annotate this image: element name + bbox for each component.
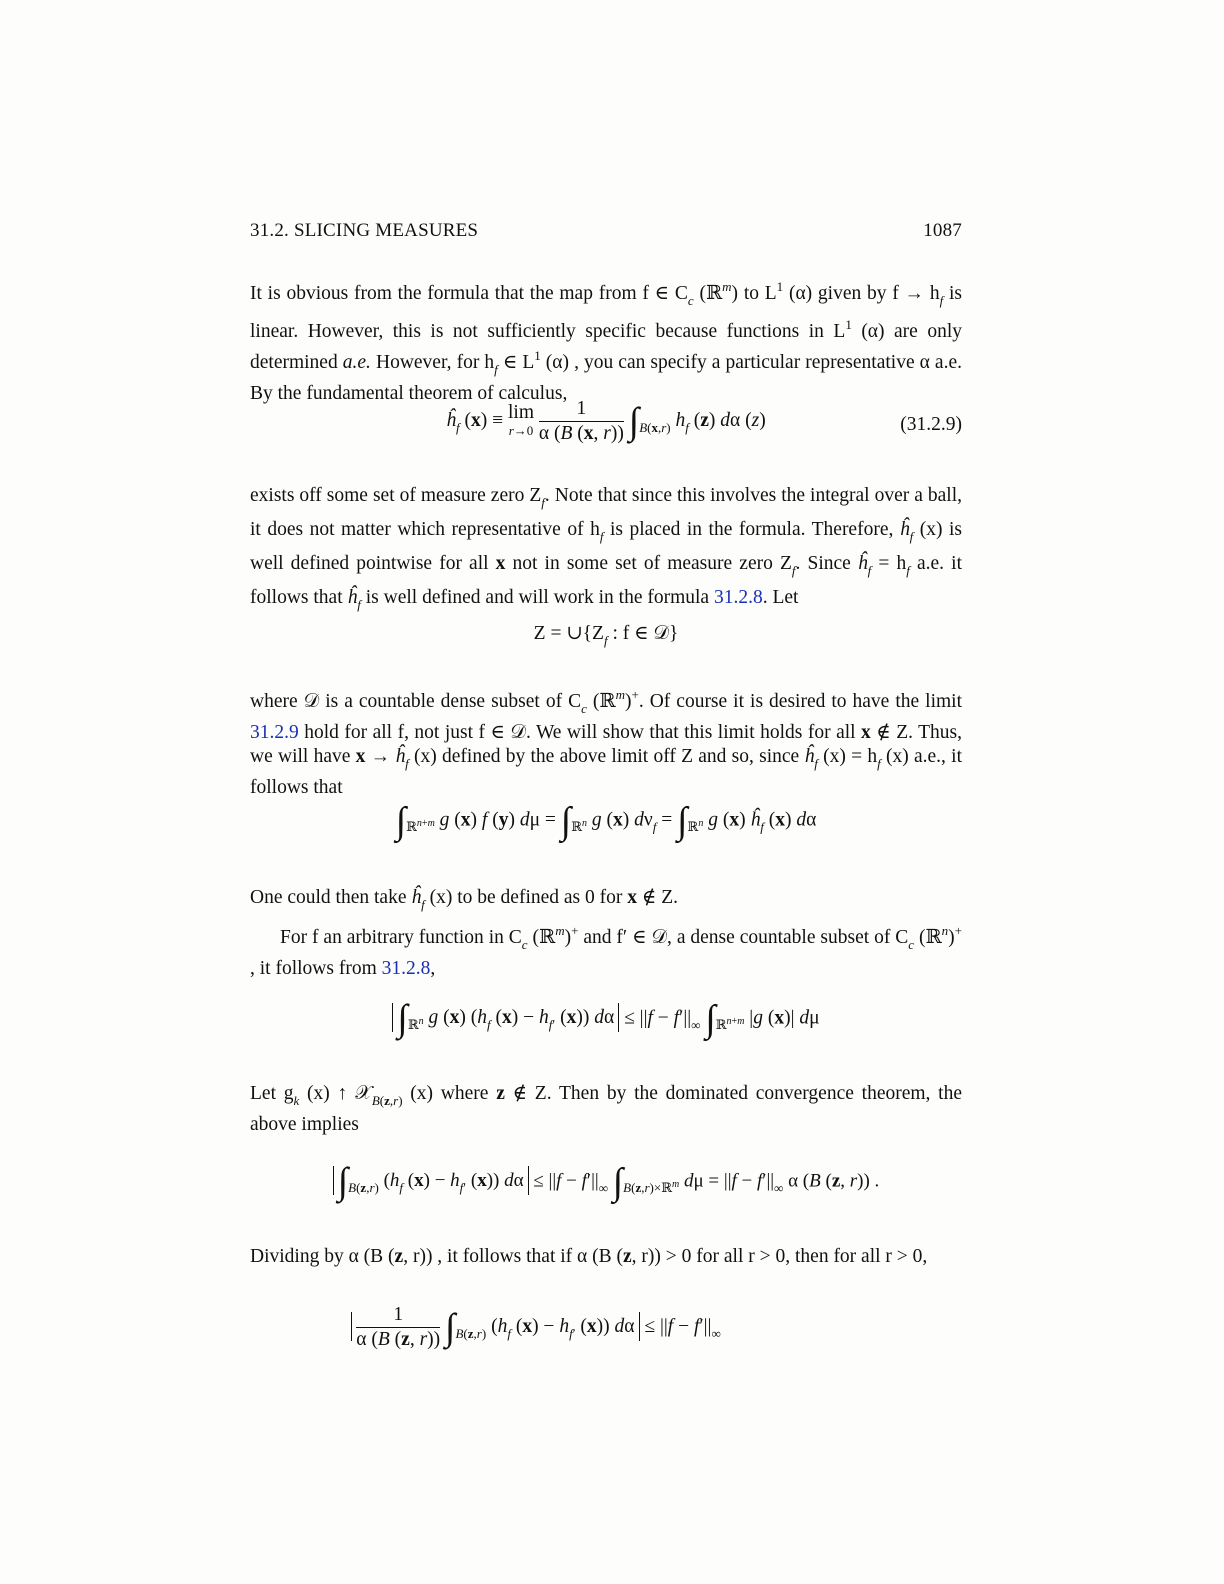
equation-31-2-9: $ĥ_f$ (x) ≡ lim r→0 $\frac{1}{\alpha (B (x, r))}$ $\int_{B(x,r)}$ $h_f$ (z) dα (z): [446, 398, 766, 444]
equation-ref-31-2-8b[interactable]: 31.2.8: [381, 958, 431, 979]
running-header-section: 31.2. SLICING MEASURES: [250, 220, 479, 241]
paragraph-1: It is obvious from the formula that the map from f ∈ $C_c$ (ℝ$^m$) to $L^1$ (α) given by $f \to h_f$ is linear. However, this is not sufficiently specific because functions in $L^1$ (α) are only determined a.e. However, for $h_f$ ∈ $L^1$ (α) , you can specify a particular representative α a.e. By the fundamental theorem of calculus,: [250, 279, 962, 404]
equation-z-union: $Z = \cup\{Z_f$ : f ∈ 𝒟}: [533, 623, 679, 648]
equation-ref-31-2-9[interactable]: 31.2.9: [250, 722, 299, 743]
equation-inequality-3: $\frac{1}{\alpha (B (z, r))}$ $\int_{B(z,r)}$ ($h_f$ $(x) - h_{f'}$ (x)) $d\alpha \le ||f - f'||_\infty$: [180, 1304, 892, 1351]
page-number: 1087: [923, 220, 962, 241]
equation-inequality-1: $\int_{ℝ^n}$ g (x) ($h_f$ $(x) - h_{f'}$ (x)) $d\alpha \le ||f - f'||_\infty$ $\int_{ℝ^{n+m}}$ |g (x)| dμ: [250, 1000, 962, 1038]
paragraph-3: where 𝒟 is a countable dense subset of $C_c$ (ℝ$^m$)+. Of course it is desired to have the limit 31.2.9 hold for all f, not just f ∈ 𝒟. We will show that this limit holds for all x ∉ Z. Thus, we will have $x \to ĥ_f$ (x) defined by the above limit off Z and so, since $ĥ_f$ $(x) = h_f$ (x) a.e., it follows that: [250, 687, 963, 798]
paragraph-5: For f an arbitrary function in $C_c$ (ℝ$^m$)+ and f′ ∈ 𝒟, a dense countable subset of $C_c$ (ℝ$^n$)+ , it follows from 31.2.8,: [250, 923, 963, 979]
paragraph-6: Let $g_k$ (x) ↑ 𝒳$_{B(z,r)}$ (x) where z ∉ Z. Then by the dominated convergence theorem, the above implies: [250, 1083, 963, 1135]
paragraph-7: Dividing by α (B (z, r)) , it follows that if α (B (z, r)) > 0 for all r > 0, then for all r > 0,: [250, 1246, 928, 1267]
paragraph-2: exists off some set of measure zero $Z_f$. Note that since this involves the integral over a ball, it does not matter which representative of $h_f$ is placed in the formula. Therefore, $ĥ_f$ (x) is well defined pointwise for all x not in some set of measure zero $Z_f$. Since $ĥ_f = h_f$ a.e. it follows that $ĥ_f$ is well defined and will work in the formula 31.2.8. Let: [250, 485, 962, 612]
paragraph-4: One could then take $ĥ_f$ (x) to be defined as 0 for x ∉ Z.: [250, 887, 678, 912]
equation-integral-identity: $\int_{ℝ^{n+m}}$ g (x) f (y) $d\mu = \int_{ℝ^n}$ g (x) $d\nu_f = \int_{ℝ^n}$ g (x) $ĥ_f$ (x) dα: [395, 800, 817, 842]
equation-number: (31.2.9): [900, 414, 962, 435]
equation-ref-31-2-8[interactable]: 31.2.8: [713, 587, 763, 608]
equation-inequality-2: $\int_{B(z,r)}$ ($h_f$ $(x) - h_{f'}$ (x)) $d\alpha \le ||f - f'||_\infty$ $\int_{B(z,r)\times ℝ^m}$ $d\mu = ||f - f'||_\infty$ α (B (z, r)) .: [250, 1163, 962, 1201]
